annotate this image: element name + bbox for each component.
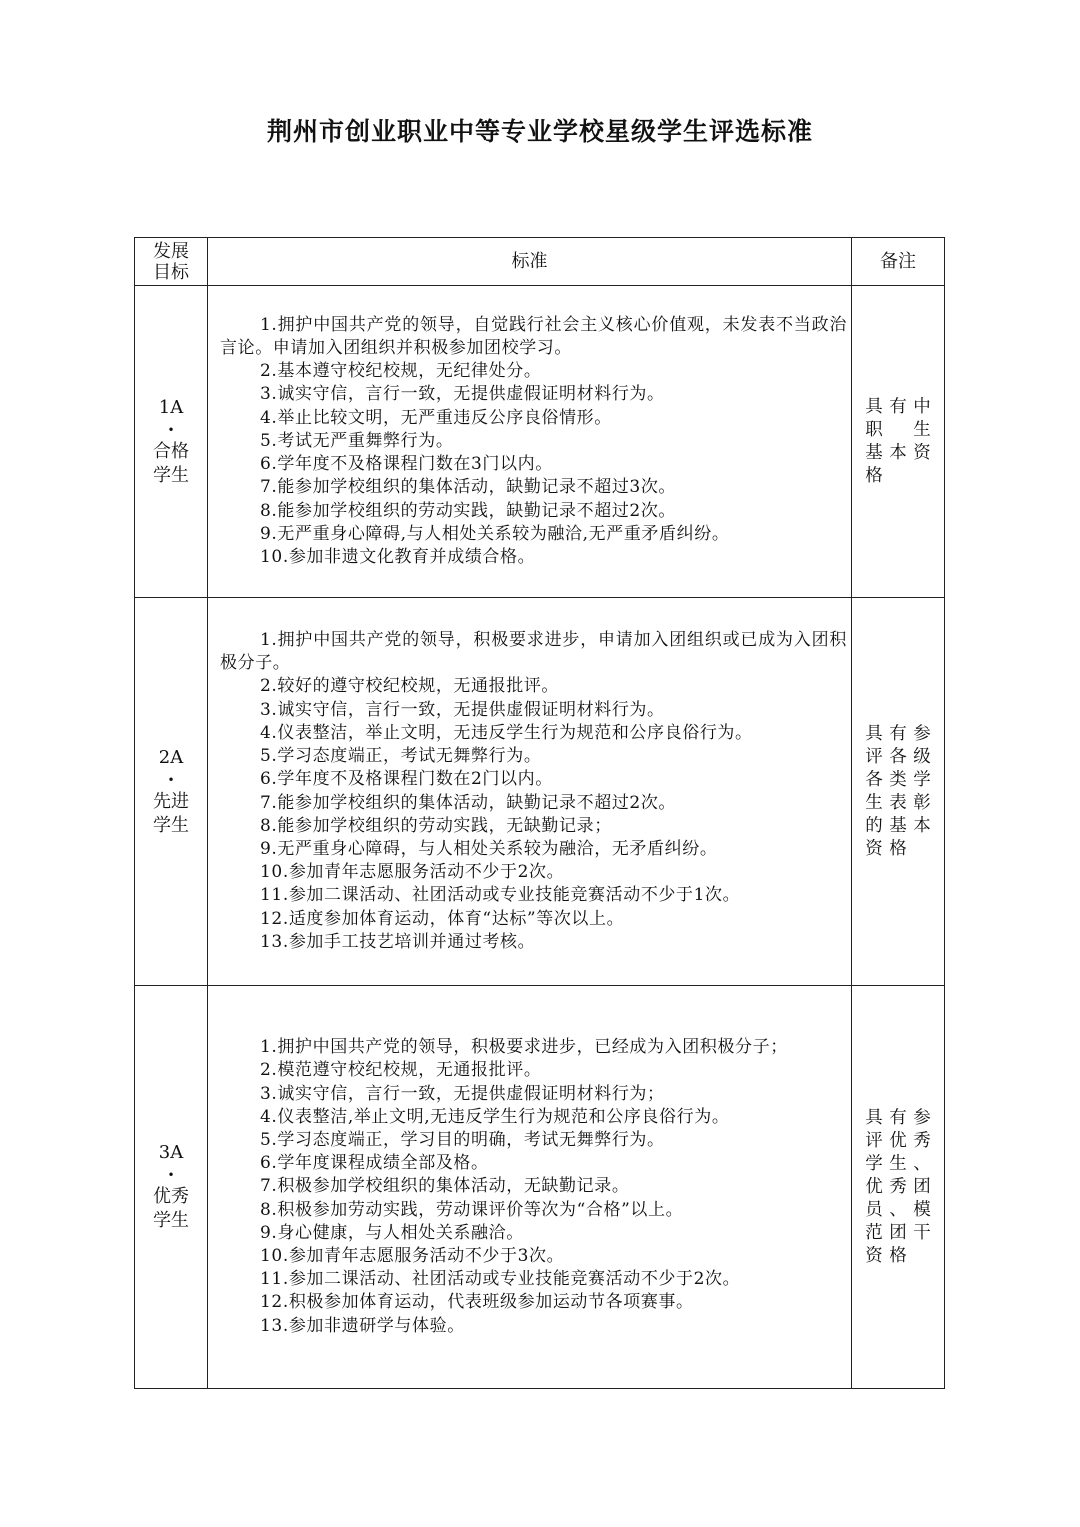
criteria-item: 1.拥护中国共产党的领导，积极要求进步，申请加入团组织或已成为入团积极分子。 [220, 630, 847, 674]
note-char: 员 [865, 1199, 883, 1220]
note-cell [852, 598, 945, 986]
note-char: 各 [865, 769, 883, 790]
criteria-item: 11.参加二课活动、社团活动或专业技能竞赛活动不少于2次。 [260, 1269, 741, 1290]
note-cell [852, 286, 945, 598]
note-char: 有 [889, 1107, 907, 1128]
criteria-item: 3.诚实守信，言行一致，无提供虚假证明材料行为； [260, 1083, 665, 1104]
note-text [862, 1107, 938, 1268]
goal-cell: 3A • 优秀 学生 [135, 986, 208, 1389]
criteria-item: 4.举止比较文明，无严重违反公序良俗情形。 [260, 407, 612, 428]
note-char: 级 [913, 746, 931, 767]
criteria-item: 8.能参加学校组织的劳动实践，无缺勤记录； [260, 815, 612, 836]
header-note: 备注 [852, 238, 945, 286]
criteria-cell [208, 598, 852, 986]
note-char: 基 [865, 442, 883, 463]
note-char: 具 [865, 396, 883, 417]
note-char: 中 [913, 396, 931, 417]
note-char: 、 [889, 1199, 907, 1220]
note-char: 干 [913, 1222, 931, 1243]
note-char: 具 [865, 723, 883, 744]
note-cell [852, 986, 945, 1389]
note-char: 评 [865, 1130, 883, 1151]
header-goal: 发展 目标 [135, 238, 208, 286]
note-char: 秀 [913, 1130, 931, 1151]
criteria-item: 6.学年度不及格课程门数在2门以内。 [260, 769, 553, 790]
table-row [135, 598, 945, 986]
note-char: 类 [889, 769, 907, 790]
note-char: 参 [913, 1107, 931, 1128]
criteria-item: 10.参加青年志愿服务活动不少于2次。 [260, 862, 565, 883]
note-char: 具 [865, 1107, 883, 1128]
criteria-item: 3.诚实守信，言行一致，无提供虚假证明材料行为。 [260, 699, 665, 720]
note-char: 、 [913, 1153, 931, 1174]
criteria-item: 9.身心健康，与人相处关系融洽。 [260, 1222, 524, 1243]
criteria-item: 12.积极参加体育运动，代表班级参加运动节各项赛事。 [260, 1292, 694, 1313]
criteria-item: 13.参加手工技艺培训并通过考核。 [260, 931, 536, 952]
criteria-item: 12.适度参加体育运动，体育“达标”等次以上。 [260, 908, 625, 929]
note-char [910, 465, 934, 488]
note-char: 基 [889, 815, 907, 836]
standards-table [134, 237, 945, 1389]
criteria-item: 6.学年度课程成绩全部及格。 [260, 1153, 489, 1174]
criteria-item: 7.积极参加学校组织的集体活动，无缺勤记录。 [260, 1176, 630, 1197]
table-row [135, 286, 945, 598]
criteria-item: 1.拥护中国共产党的领导，自觉践行社会主义核心价值观，未发表不当政治言论。申请加入团组织并积极参加团校学习。 [220, 314, 847, 359]
criteria-item: 13.参加非遗研学与体验。 [260, 1315, 465, 1336]
note-char [886, 465, 910, 488]
criteria-item: 5.学习态度端正，考试无舞弊行为。 [260, 746, 542, 767]
criteria-item: 8.积极参加劳动实践，劳动课评价等次为“合格”以上。 [260, 1199, 684, 1220]
note-char [886, 419, 910, 442]
criteria-item: 9.无严重身心障碍,与人相处关系较为融洽,无严重矛盾纠纷。 [260, 523, 730, 544]
note-char: 格 [889, 838, 907, 859]
note-char: 职 [865, 419, 883, 440]
note-char: 评 [865, 746, 883, 767]
criteria-item: 4.仪表整洁，举止文明，无违反学生行为规范和公序良俗行为。 [260, 722, 753, 743]
note-char: 本 [889, 442, 907, 463]
note-text [862, 723, 938, 861]
criteria-cell [208, 286, 852, 598]
criteria-item: 1.拥护中国共产党的领导，积极要求进步，已经成为入团积极分子； [260, 1037, 788, 1058]
criteria-item: 11.参加二课活动、社团活动或专业技能竞赛活动不少于1次。 [260, 885, 741, 906]
note-text [862, 396, 938, 488]
table-header-row [135, 238, 945, 286]
criteria-item: 4.仪表整洁,举止文明,无违反学生行为规范和公序良俗行为。 [260, 1106, 730, 1127]
goal-cell: 2A • 先进 学生 [135, 598, 208, 986]
note-char: 有 [889, 723, 907, 744]
criteria-item: 2.较好的遵守校纪校规，无通报批评。 [260, 676, 560, 697]
note-char: 生 [913, 419, 931, 440]
criteria-item: 3.诚实守信，言行一致，无提供虚假证明材料行为。 [260, 384, 665, 405]
note-char: 生 [889, 1153, 907, 1174]
header-criteria: 标准 [208, 238, 852, 286]
note-char [910, 1245, 934, 1268]
note-char: 各 [889, 746, 907, 767]
criteria-item: 2.基本遵守校纪校规，无纪律处分。 [260, 361, 542, 382]
note-char: 优 [865, 1176, 883, 1197]
criteria-item: 5.考试无严重舞弊行为。 [260, 430, 454, 451]
note-char: 资 [865, 1245, 883, 1266]
goal-cell: 1A • 合格 学生 [135, 286, 208, 598]
note-char: 彰 [913, 792, 931, 813]
note-char: 生 [865, 792, 883, 813]
note-char: 范 [865, 1222, 883, 1243]
criteria-cell [208, 986, 852, 1389]
note-char: 团 [889, 1222, 907, 1243]
note-char: 秀 [889, 1176, 907, 1197]
note-char: 团 [913, 1176, 931, 1197]
note-char: 资 [865, 838, 883, 859]
note-char: 有 [889, 396, 907, 417]
note-char: 资 [913, 442, 931, 463]
criteria-item: 10.参加非遗文化教育并成绩合格。 [260, 546, 536, 567]
criteria-item: 6.学年度不及格课程门数在3门以内。 [260, 454, 553, 475]
note-char: 模 [913, 1199, 931, 1220]
criteria-item: 7.能参加学校组织的集体活动，缺勤记录不超过2次。 [260, 792, 677, 813]
criteria-item: 10.参加青年志愿服务活动不少于3次。 [260, 1246, 565, 1266]
note-char: 的 [865, 815, 883, 836]
note-char: 优 [889, 1130, 907, 1151]
note-char: 参 [913, 723, 931, 744]
note-char: 本 [913, 815, 931, 836]
criteria-item: 5.学习态度端正，学习目的明确，考试无舞弊行为。 [260, 1129, 665, 1150]
document-title: 荆州市创业职业中等专业学校星级学生评选标准 [266, 117, 813, 146]
note-char: 表 [889, 792, 907, 813]
criteria-item: 7.能参加学校组织的集体活动，缺勤记录不超过3次。 [260, 477, 677, 498]
note-char: 学 [913, 769, 931, 790]
criteria-item: 8.能参加学校组织的劳动实践，缺勤记录不超过2次。 [260, 500, 677, 521]
criteria-item: 9.无严重身心障碍，与人相处关系较为融洽，无矛盾纠纷。 [260, 838, 718, 859]
criteria-item: 2.模范遵守校纪校规，无通报批评。 [260, 1060, 542, 1081]
note-char: 格 [889, 1245, 907, 1266]
note-char: 格 [865, 465, 883, 486]
note-char [910, 838, 934, 861]
note-char: 学 [865, 1153, 883, 1174]
table-row [135, 986, 945, 1389]
